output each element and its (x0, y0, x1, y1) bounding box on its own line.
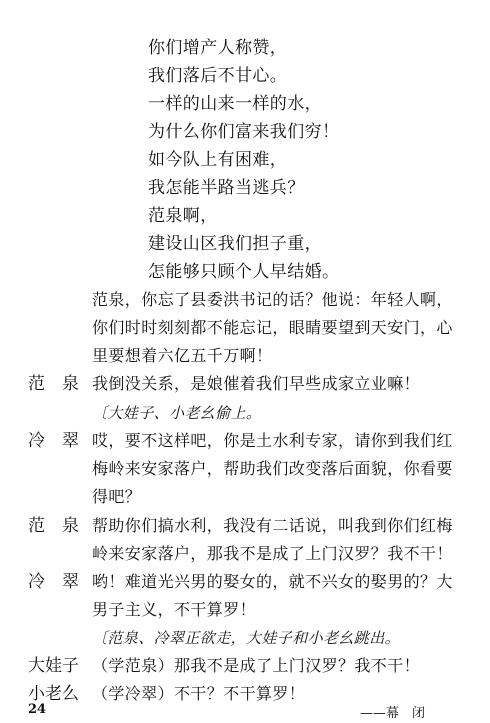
page-number: 24 (28, 702, 47, 717)
speaker-name: 范 泉 (28, 374, 79, 394)
dialogue-line: （学冷翠）不干？不干算罗！ (92, 684, 306, 703)
dialogue-line: （学范泉）那我不是成了上门汉罗？我不干！ (92, 656, 421, 675)
dialogue-line: 帮助你们搞水利，我没有二话说，叫我到你们红梅 (92, 516, 453, 535)
prose-line: 你们时时刻刻都不能忘记，眼睛要望到天安门，心 (92, 318, 453, 337)
prose-line: 范泉，你忘了县委洪书记的话？他说：年轻人啊， (92, 290, 453, 309)
dialogue-line: 梅岭来安家落户，帮助我们改变落后面貌，你看要 (92, 459, 453, 478)
verse-line: 建设山区我们担子重， (148, 234, 322, 254)
speaker-name: 冷 翠 (28, 572, 79, 592)
stage-direction: 〔大娃子、小老幺偷上。 (92, 404, 262, 422)
dialogue-line: 哎，要不这样吧，你是土水利专家，请你到我们红 (92, 431, 453, 450)
verse-line: 为什么你们富来我们穷！ (148, 122, 340, 142)
speaker-name: 小老么 (28, 684, 79, 704)
speaker-name: 冷 翠 (28, 431, 79, 451)
stage-direction: 〔范泉、冷翠正欲走，大娃子和小老幺跳出。 (92, 629, 401, 647)
verse-line: 范泉啊， (148, 206, 218, 226)
verse-line: 我们落后不甘心。 (148, 66, 288, 86)
verse-line: 我怎能半路当逃兵？ (148, 178, 305, 198)
verse-line: 如今队上有困难， (148, 150, 288, 170)
verse-line: 一样的山来一样的水， (148, 94, 322, 114)
curtain-close: ——幕 闭 (360, 706, 426, 721)
dialogue-line: 岭来安家落户，那我不是成了上门汉罗？我不干！ (92, 544, 453, 563)
dialogue-line: 哟！难道光兴男的娶女的，就不兴女的娶男的？大 (92, 572, 453, 591)
speaker-name: 大娃子 (28, 656, 79, 676)
prose-line: 里要想着六亿五千万啊！ (92, 346, 273, 365)
verse-line: 你们增产人称赞， (148, 38, 288, 58)
verse-line: 怎能够只顾个人早结婚。 (148, 262, 340, 282)
dialogue-line: 男子主义，不干算罗！ (92, 600, 257, 619)
speaker-name: 范 泉 (28, 516, 79, 536)
dialogue-line: 我倒没关系，是娘催着我们早些成家立业嘛！ (92, 374, 421, 393)
dialogue-line: 得吧？ (92, 487, 142, 506)
